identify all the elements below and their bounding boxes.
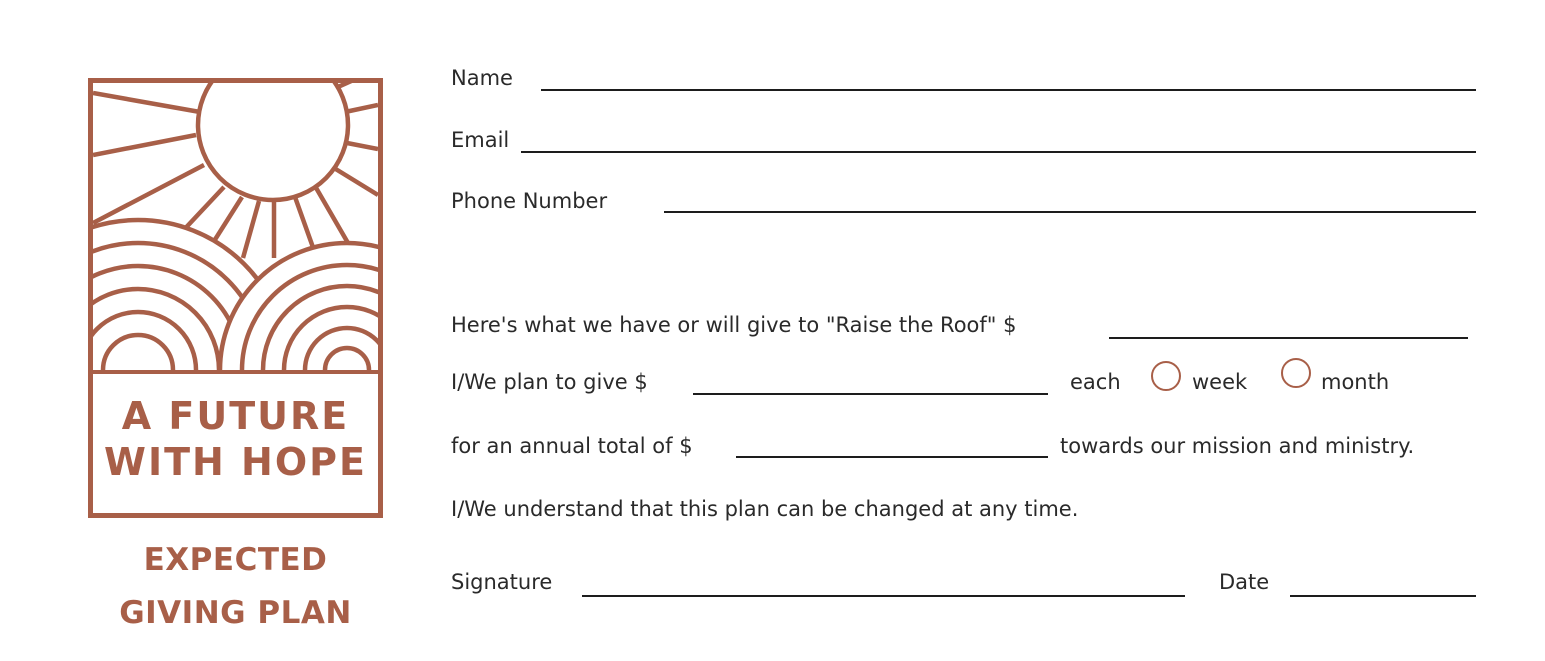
name-label: Name	[451, 66, 513, 90]
email-field[interactable]	[521, 151, 1476, 153]
logo-line-1: A FUTURE	[121, 394, 350, 438]
raise-roof-label: Here's what we have or will give to "Raise the Roof" $	[451, 313, 1017, 337]
annual-total-label: for an annual total of $	[451, 434, 693, 458]
date-field[interactable]	[1290, 595, 1476, 597]
logo-box	[88, 78, 383, 518]
towards-label: towards our mission and ministry.	[1060, 434, 1415, 458]
week-radio[interactable]	[1151, 361, 1181, 391]
raise-roof-amount-field[interactable]	[1109, 337, 1468, 339]
signature-field[interactable]	[582, 595, 1185, 597]
month-label: month	[1321, 370, 1390, 394]
plan-give-amount-field[interactable]	[693, 393, 1048, 395]
annual-total-field[interactable]	[736, 456, 1048, 458]
email-label: Email	[451, 128, 510, 152]
plan-title	[88, 534, 383, 640]
understand-text: I/We understand that this plan can be changed at any time.	[451, 497, 1079, 521]
signature-label: Signature	[451, 570, 553, 594]
plan-title-line-1: EXPECTED	[143, 542, 328, 578]
phone-field[interactable]	[664, 211, 1476, 213]
month-radio[interactable]	[1281, 358, 1311, 388]
each-label: each	[1070, 370, 1121, 394]
logo-divider	[93, 370, 378, 374]
name-field[interactable]	[541, 89, 1476, 91]
date-label: Date	[1219, 570, 1270, 594]
week-label: week	[1192, 370, 1248, 394]
plan-give-label: I/We plan to give $	[451, 370, 648, 394]
sun-over-hills-icon	[93, 83, 378, 370]
phone-label: Phone Number	[451, 189, 608, 213]
logo-line-2: WITH HOPE	[104, 440, 367, 484]
plan-title-line-2: GIVING PLAN	[119, 595, 352, 631]
logo-text	[93, 393, 378, 485]
